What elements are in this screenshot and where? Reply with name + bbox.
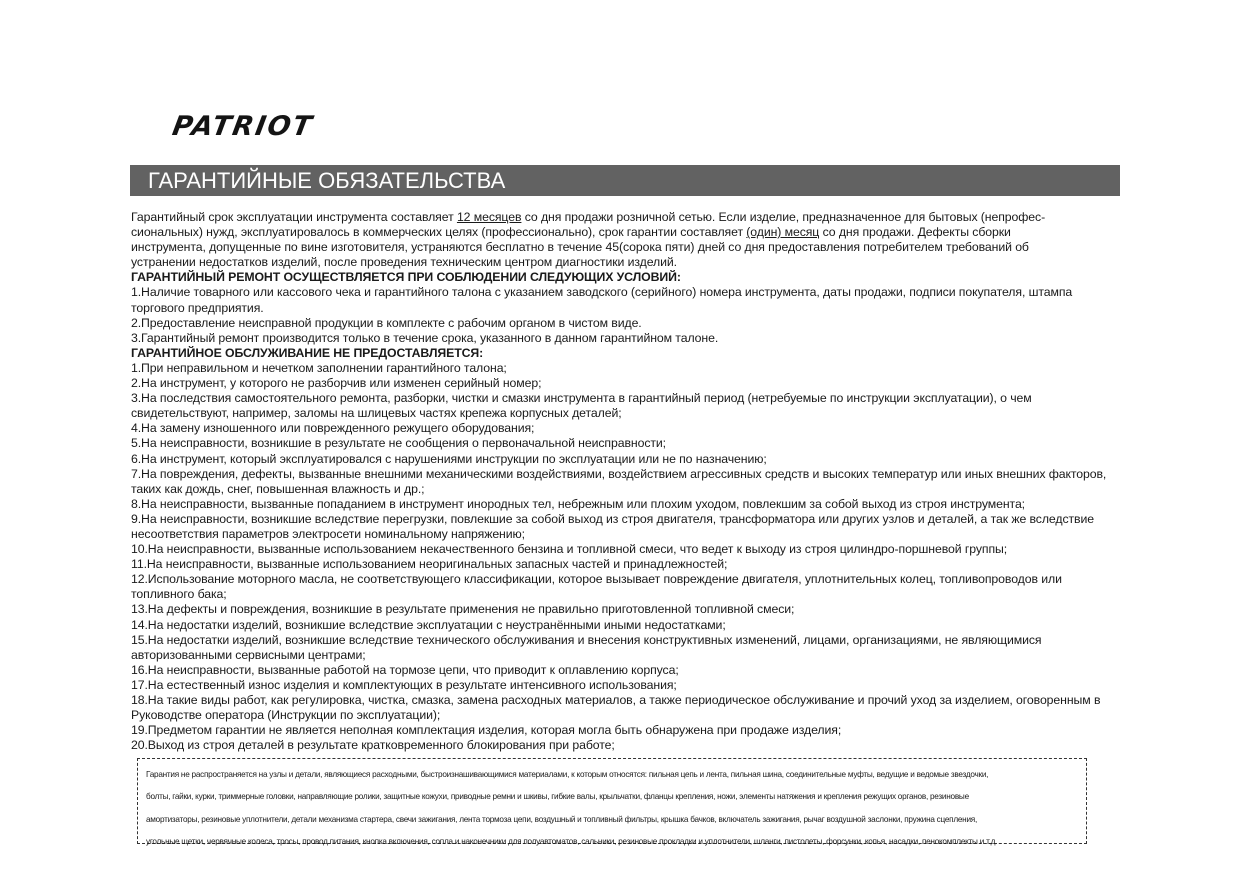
exclusion-item: 5.На неисправности, возникшие в результате не сообщения о первоначальной неисправности; (131, 436, 666, 451)
intro-text-4: со дня продажи. Дефекты сборки (819, 225, 1011, 240)
intro-text-6: устранении недостатков изделий, после проведения техническим центром диагностики изделий. (131, 255, 677, 270)
exclusion-item: 14.На недостатки изделий, возникшие вследствие эксплуатации с неустранёнными иными недостатками; (131, 617, 726, 632)
consumables-note (137, 758, 1087, 847)
exclusion-item: 16.На неисправности, вызванные работой на тормозе цепи, что приводит к оплавлению корпуса; (131, 662, 679, 677)
exclusion-item: 9.На неисправности, возникшие вследствие перегрузки, повлекшие за собой выход из строя двигателя, трансформатора или других узлов и деталей, а так же вследствие несоответствия параметров электросети номинальному напряжению; (131, 511, 1094, 541)
intro-text-5: инструмента, допущенные по вине изготовителя, устраняются бесплатно в течение 45(сорока пяти) дней со дня предоставления потребителем требований об (131, 240, 1029, 255)
exclusion-item: 1.При неправильном и нечетком заполнении гарантийного талона; (131, 360, 507, 375)
exclusion-item: 15.На недостатки изделий, возникшие вследствие технического обслуживания и внесения конструктивных изменений, лицами, организациями, не являющимися авторизованными сервисными центрами; (131, 632, 1042, 662)
condition-item: 3.Гарантийный ремонт производится только в течение срока, указанного в данном гарантийном талоне. (131, 330, 719, 345)
warranty-term: 12 месяцев (456, 210, 522, 224)
condition-item: 1.Наличие товарного или кассового чека и гарантийного талона с указанием заводского (серийного) номера инструмента, даты продажи, подписи покупателя, штампа торгового предприятия. (131, 285, 1073, 315)
exclusion-item: 6.На инструмент, который эксплуатировался с нарушениями инструкции по эксплуатации или не по назначению; (131, 451, 767, 466)
exclusion-item: 17.На естественный износ изделия и комплектующих в результате интенсивного использования; (131, 677, 677, 692)
exclusion-item: 10.На неисправности, вызванные использованием некачественного бензина и топливной смеси, что ведет к выходу из строя цилиндро-поршневой группы; (131, 542, 1008, 557)
warranty-text (131, 210, 1123, 753)
intro-paragraph (131, 210, 1123, 270)
condition-item: 2.Предоставление неисправной продукции в комплекте с рабочим органом в чистом виде. (131, 315, 642, 330)
commercial-warranty-term: (один) месяц (746, 225, 820, 240)
note-line: угольные щетки, червячные колеса, тросы, провод питания, кнопка включения, сопла и наконечники для полуавтоматов, сальники, резиновые прокладки и уплотнители, шланги, пистолеты, форсунки, копья, насадки, пенокомплекты и т.д. (146, 837, 998, 847)
exclusion-item: 7.На повреждения, дефекты, вызванные внешними механическими воздействиями, воздействием агрессивных средств и высоких температур или иных внешних факторов, таких как дождь, снег, повышенная влажность и др.; (131, 466, 1107, 496)
note-line: Гарантия не распространяется на узлы и детали, являющиеся расходными, быстроизнашивающимися материалами, к которым относятся: пильная цепь и лента, пильная шина, соединительные муфты, ведущие и ведомые звездочки, (146, 770, 989, 779)
exclusion-item: 20.Выход из строя деталей в результате кратковременного блокирования при работе; (131, 738, 615, 753)
exclusion-item: 4.На замену изношенного или поврежденного режущего оборудования; (131, 421, 535, 436)
exclusion-item: 18.На такие виды работ, как регулировка, чистка, смазка, замена расходных материалов, а также периодическое обслуживание и прочий уход за изделием, оговоренным в Руководстве оператора (Инструкции по эксплуатации); (131, 693, 1101, 723)
exclusion-item: 3.На последствия самостоятельного ремонта, разборки, чистки и смазки инструмента в гарантийный период (нетребуемые по инструкции эксплуатации), о чем свидетельствуют, например, заломы на шлицевых частях крепежа корпусных деталей; (131, 391, 1032, 421)
exclusion-item: 11.На неисправности, вызванные использованием неоригинальных запасных частей и принадлежностей; (131, 557, 728, 572)
section-banner (130, 165, 1120, 196)
exclusion-item: 19.Предметом гарантии не является неполная комплектация изделия, которая могла быть обнаружена при продаже изделия; (131, 723, 842, 738)
exclusion-item: 8.На неисправности, вызванные попаданием в инструмент инородных тел, небрежным или плохим уходом, повлекшим за собой выход из строя инструмента; (131, 496, 1025, 511)
intro-text-3: сиональных) нужд, эксплуатировалось в коммерческих целях (профессионально), срок гарантии составляет (131, 225, 747, 240)
page-title: ГАРАНТИЙНЫЕ ОБЯЗАТЕЛЬСТВА (148, 168, 506, 193)
brand-logo: PATRIOT (170, 111, 316, 142)
intro-text-2: со дня продажи розничной сетью. Если изделие, предназначенное для бытовых (непрофес- (521, 210, 1046, 224)
exclusion-item: 2.На инструмент, у которого не разборчив или изменен серийный номер; (131, 376, 542, 391)
note-line: амортизаторы, резиновые уплотнители, детали механизма стартера, свечи зажигания, лента тормоза цепи, воздушный и топливный фильтры, крышка бачков, включатель зажигания, рычаг воздушной заслонки, пружина сцепления, (146, 814, 977, 824)
exclusion-item: 12.Использование моторного масла, не соответствующего классификации, которое вызывает повреждение двигателя, уплотнительных колец, топливопроводов или топливного бака; (131, 572, 1062, 602)
conditions-heading: ГАРАНТИЙНЫЙ РЕМОНТ ОСУЩЕСТВЛЯЕТСЯ ПРИ СОБЛЮДЕНИИ СЛЕДУЮЩИХ УСЛОВИЙ: (131, 270, 681, 285)
note-line: болты, гайки, курки, триммерные головки, направляющие ролики, защитные кожухи, приводные ремни и шкивы, гибкие валы, крыльчатки, фланцы крепления, ножи, элементы натяжения и крепления режущих органов, резиновые (146, 792, 969, 802)
exclusions-heading: ГАРАНТИЙНОЕ ОБСЛУЖИВАНИЕ НЕ ПРЕДОСТАВЛЯЕТСЯ: (131, 345, 484, 360)
intro-text-1: Гарантийный срок эксплуатации инструмента составляет (131, 210, 457, 224)
exclusion-item: 13.На дефекты и повреждения, возникшие в результате применения не правильно приготовленной топливной смеси; (131, 602, 795, 617)
